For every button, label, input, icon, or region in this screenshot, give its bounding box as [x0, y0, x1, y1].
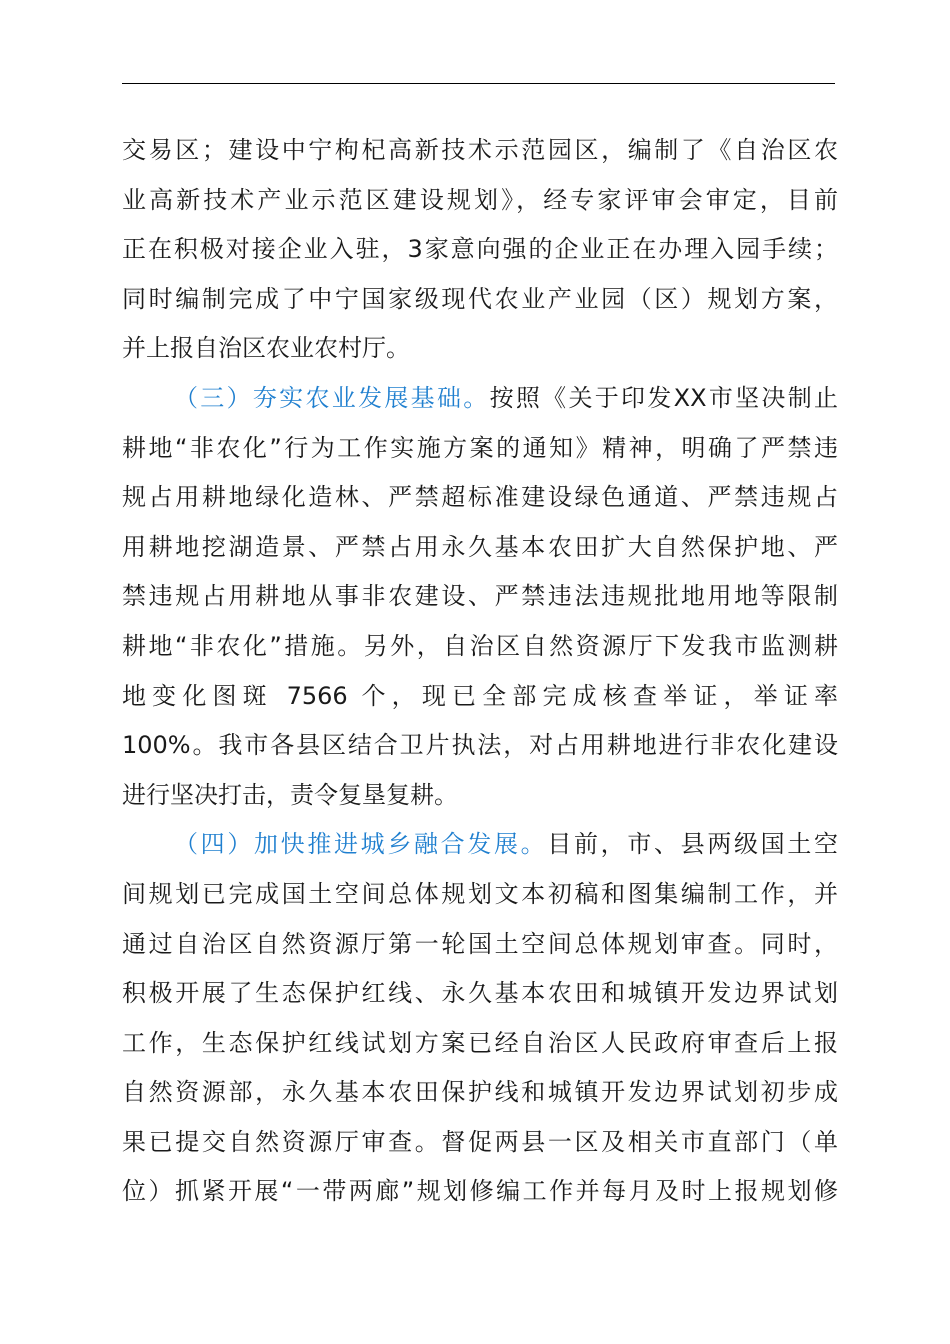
text-line: 地变化图斑 7566 个，现已全部完成核查举证，举证率	[122, 681, 838, 710]
text-line: 100%。我市各县区结合卫片执法，对占用耕地进行非农化建设	[122, 731, 838, 760]
section-heading: （四）加快推进城乡融合发展。	[174, 830, 548, 859]
section-heading: （三）夯实农业发展基础。	[174, 383, 490, 412]
text-line: 并上报自治区农业农村厅。	[122, 334, 410, 363]
text-line: 耕地“非农化”行为工作实施方案的通知》精神，明确了严禁违	[122, 433, 838, 462]
text-line: 工作，生态保护红线试划方案已经自治区人民政府审查后上报	[122, 1028, 838, 1057]
text-line: 禁违规占用耕地从事非农建设、严禁违法违规批地用地等限制	[122, 582, 838, 611]
text-line: 用耕地挖湖造景、严禁占用永久基本农田扩大自然保护地、严	[122, 532, 838, 561]
text-line: 间规划已完成国土空间总体规划文本初稿和图集编制工作，并	[122, 879, 838, 908]
section-three-first-line	[122, 374, 838, 424]
text-line: 位）抓紧开展“一带两廊”规划修编工作并每月及时上报规划修	[122, 1177, 838, 1206]
text-line: 通过自治区自然资源厅第一轮国土空间总体规划审查。同时，	[122, 929, 838, 958]
text-line: 规占用耕地绿化造林、严禁超标准建设绿色通道、严禁违规占	[122, 483, 838, 512]
text-line: 交易区；建设中宁枸杞高新技术示范园区，编制了《自治区农	[122, 136, 838, 164]
section-four-first-line	[122, 820, 838, 870]
text-line: 正在积极对接企业入驻，3家意向强的企业正在办理入园手续；	[122, 235, 838, 264]
text-line: 耕地“非农化”措施。另外，自治区自然资源厅下发我市监测耕	[122, 631, 838, 660]
document-body	[122, 126, 838, 1217]
text-line: 积极开展了生态保护红线、永久基本农田和城镇开发边界试划	[122, 979, 838, 1008]
text-line: 进行坚决打击，责令复垦复耕。	[122, 780, 458, 809]
text-line: 果已提交自然资源厅审查。督促两县一区及相关市直部门（单	[122, 1127, 838, 1156]
text-line: 自然资源部，永久基本农田保护线和城镇开发边界试划初步成	[122, 1078, 838, 1107]
header-rule	[122, 83, 835, 84]
text-line: 业高新技术产业示范区建设规划》，经专家评审会审定，目前	[122, 185, 838, 214]
text-run: 目前，市、县两级国土空	[547, 830, 839, 859]
text-line: 同时编制完成了中宁国家级现代农业产业园（区）规划方案，	[122, 284, 838, 313]
text-run: 按照《关于印发XX市坚决制止	[489, 383, 838, 412]
